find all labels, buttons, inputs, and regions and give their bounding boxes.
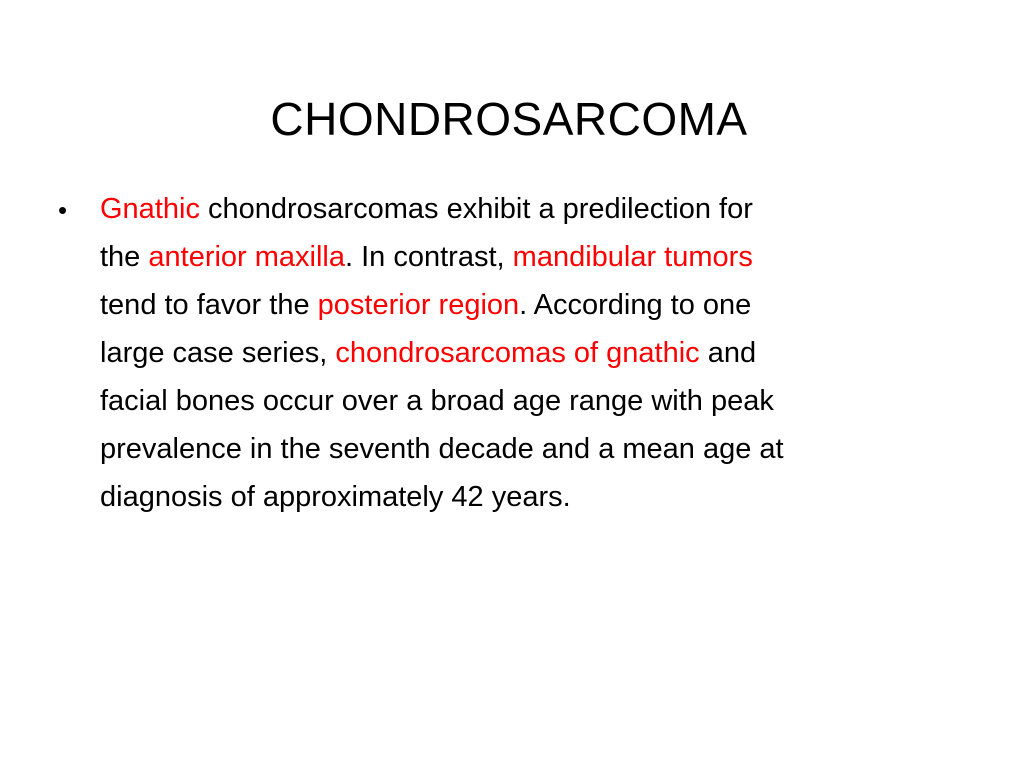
text-run: large case series, [100, 337, 336, 369]
highlighted-phrase: chondrosarcomas of gnathic [335, 337, 700, 369]
text-run: . According to one [519, 289, 752, 321]
bullet-line [100, 281, 976, 329]
highlighted-phrase: Gnathic [100, 193, 200, 225]
highlighted-phrase: posterior region [317, 289, 520, 321]
text-run: tend to favor the [100, 289, 318, 321]
text-run: chondrosarcomas exhibit a predilection for [199, 193, 753, 225]
bullet-line [100, 233, 976, 281]
slide-title: CHONDROSARCOMA [270, 93, 748, 145]
text-run: and [699, 337, 757, 369]
highlighted-phrase: anterior maxilla [148, 241, 346, 273]
bullet-line [100, 185, 976, 233]
bullet-line [100, 425, 976, 473]
bullet-line [100, 377, 976, 425]
text-run: the [100, 241, 149, 273]
text-run: facial bones occur over a broad age range with peak [100, 385, 774, 417]
bullet-line [100, 329, 976, 377]
bullet-item [56, 185, 976, 521]
text-run: diagnosis of approximately 42 years. [100, 481, 571, 513]
text-run: . In contrast, [345, 241, 513, 273]
bullet-paragraph [100, 185, 976, 521]
bullet-list [56, 185, 976, 521]
bullet-dot-icon: • [58, 195, 68, 225]
bullet-line [100, 473, 976, 521]
text-run: prevalence in the seventh decade and a mean age at [100, 433, 784, 465]
highlighted-phrase: mandibular tumors [512, 241, 753, 273]
